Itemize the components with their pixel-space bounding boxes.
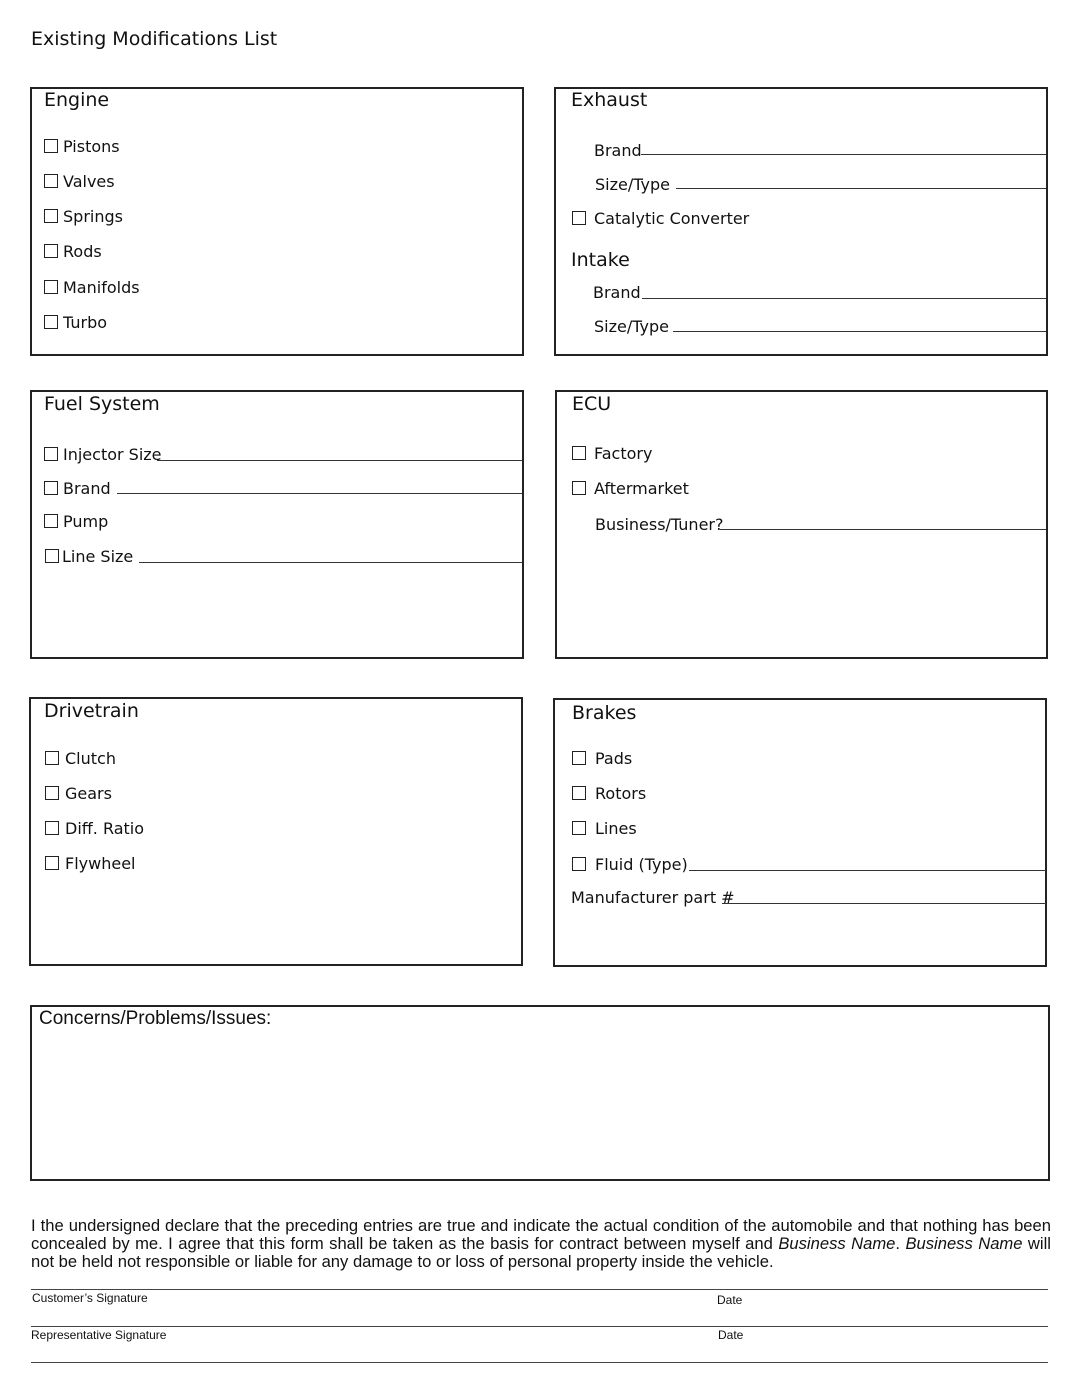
part-number-field[interactable] — [722, 903, 1046, 904]
drivetrain-item-flywheel[interactable] — [45, 852, 135, 874]
ecu-item-aftermarket[interactable] — [572, 477, 689, 499]
engine-item-rods[interactable] — [44, 240, 102, 262]
injector-size-checkbox[interactable] — [44, 447, 58, 461]
injector-size-field[interactable] — [157, 460, 522, 461]
diff-ratio-checkbox[interactable] — [45, 821, 59, 835]
engine-item-valves[interactable] — [44, 170, 115, 192]
concerns-section[interactable] — [30, 1005, 1050, 1181]
engine-item-springs[interactable] — [44, 205, 123, 227]
engine-item-turbo[interactable] — [44, 311, 107, 333]
tuner-field[interactable] — [720, 529, 1046, 530]
representative-signature-line[interactable] — [31, 1362, 1048, 1363]
pump-label: Pump — [63, 511, 109, 531]
engine-item-manifolds[interactable] — [44, 276, 140, 298]
page-title: Existing Modifications List — [31, 28, 278, 50]
pistons-checkbox[interactable] — [44, 139, 58, 153]
flywheel-label: Flywheel — [65, 853, 136, 873]
business-name-2: Business Name — [905, 1234, 1023, 1253]
aftermarket-label: Aftermarket — [594, 478, 689, 498]
springs-label: Springs — [63, 206, 123, 226]
factory-label: Factory — [594, 443, 653, 463]
rods-label: Rods — [63, 241, 102, 261]
springs-checkbox[interactable] — [44, 209, 58, 223]
engine-title: Engine — [44, 89, 110, 111]
engine-item-pistons[interactable] — [44, 135, 120, 157]
fuel-system-title: Fuel System — [44, 393, 160, 415]
drivetrain-item-clutch[interactable] — [45, 747, 116, 769]
declaration-text-1: I the undersigned declare that the preceding entries are true and indicate the actual condition of the automobile and that nothing has been concealed by me. I agree that this form shall be taken as the basis for contract between myself and — [31, 1216, 1051, 1253]
manifolds-label: Manifolds — [63, 277, 140, 297]
ecu-title: ECU — [572, 393, 612, 415]
catalytic-converter-checkbox[interactable] — [572, 211, 586, 225]
drivetrain-title: Drivetrain — [44, 700, 139, 722]
tuner-label: Business/Tuner? — [595, 514, 724, 534]
lines-checkbox[interactable] — [572, 821, 586, 835]
business-name-1: Business Name — [778, 1234, 896, 1253]
drivetrain-item-gears[interactable] — [45, 782, 112, 804]
declaration-text — [31, 1217, 1051, 1271]
intake-brand-field[interactable] — [642, 298, 1046, 299]
customer-signature-label: Customer’s Signature — [32, 1291, 148, 1305]
customer-signature-line[interactable] — [31, 1326, 1048, 1327]
pads-label: Pads — [595, 748, 633, 768]
manifolds-checkbox[interactable] — [44, 280, 58, 294]
ecu-item-factory[interactable] — [572, 442, 652, 464]
fuel-item-injector-size[interactable] — [44, 443, 162, 465]
rotors-checkbox[interactable] — [572, 786, 586, 800]
exhaust-title: Exhaust — [571, 89, 648, 111]
declaration-text-3: will not be held not responsible or liable for any damage to or loss of personal property inside the vehicle. — [31, 1234, 1051, 1271]
catalytic-converter-label: Catalytic Converter — [594, 208, 750, 228]
fuel-brand-field[interactable] — [117, 493, 522, 494]
fluid-label: Fluid (Type) — [595, 854, 688, 874]
fuel-brand-checkbox[interactable] — [44, 481, 58, 495]
intake-brand-label: Brand — [593, 282, 641, 302]
drivetrain-item-diff-ratio[interactable] — [45, 817, 144, 839]
rods-checkbox[interactable] — [44, 244, 58, 258]
signature-divider-top — [31, 1289, 1048, 1290]
factory-checkbox[interactable] — [572, 446, 586, 460]
injector-size-label: Injector Size — [63, 444, 162, 464]
exhaust-brand-field[interactable] — [641, 154, 1046, 155]
turbo-label: Turbo — [63, 312, 108, 332]
customer-date-label: Date — [717, 1293, 743, 1307]
flywheel-checkbox[interactable] — [45, 856, 59, 870]
representative-date-label: Date — [718, 1328, 744, 1342]
fuel-brand-label: Brand — [63, 478, 111, 498]
intake-size-label: Size/Type — [594, 316, 669, 336]
brakes-item-lines[interactable] — [572, 817, 637, 839]
gears-checkbox[interactable] — [45, 786, 59, 800]
pistons-label: Pistons — [63, 136, 120, 156]
gears-label: Gears — [65, 783, 112, 803]
fuel-item-line-size[interactable] — [45, 545, 133, 567]
fuel-item-brand[interactable] — [44, 477, 111, 499]
brakes-title: Brakes — [572, 702, 637, 724]
rotors-label: Rotors — [595, 783, 647, 803]
part-number-label: Manufacturer part # — [571, 887, 735, 907]
brakes-item-pads[interactable] — [572, 747, 632, 769]
exhaust-size-label: Size/Type — [595, 174, 670, 194]
turbo-checkbox[interactable] — [44, 315, 58, 329]
concerns-title: Concerns/Problems/Issues: — [39, 1008, 272, 1029]
aftermarket-checkbox[interactable] — [572, 481, 586, 495]
pump-checkbox[interactable] — [44, 514, 58, 528]
representative-signature-label: Representative Signature — [31, 1328, 167, 1342]
declaration-text-2: . — [895, 1234, 906, 1253]
exhaust-brand-label: Brand — [594, 140, 642, 160]
line-size-label: Line Size — [62, 546, 134, 566]
line-size-field[interactable] — [139, 562, 522, 563]
clutch-label: Clutch — [65, 748, 116, 768]
fluid-checkbox[interactable] — [572, 857, 586, 871]
pads-checkbox[interactable] — [572, 751, 586, 765]
valves-label: Valves — [63, 171, 115, 191]
diff-ratio-label: Diff. Ratio — [65, 818, 145, 838]
clutch-checkbox[interactable] — [45, 751, 59, 765]
catalytic-converter-item[interactable] — [572, 207, 749, 229]
lines-label: Lines — [595, 818, 637, 838]
valves-checkbox[interactable] — [44, 174, 58, 188]
intake-size-field[interactable] — [673, 331, 1046, 332]
brakes-item-fluid[interactable] — [572, 853, 688, 875]
brakes-item-rotors[interactable] — [572, 782, 646, 804]
fuel-item-pump[interactable] — [44, 510, 108, 532]
exhaust-size-field[interactable] — [676, 188, 1046, 189]
fluid-field[interactable] — [689, 870, 1046, 871]
line-size-checkbox[interactable] — [45, 549, 59, 563]
intake-title: Intake — [571, 249, 630, 271]
